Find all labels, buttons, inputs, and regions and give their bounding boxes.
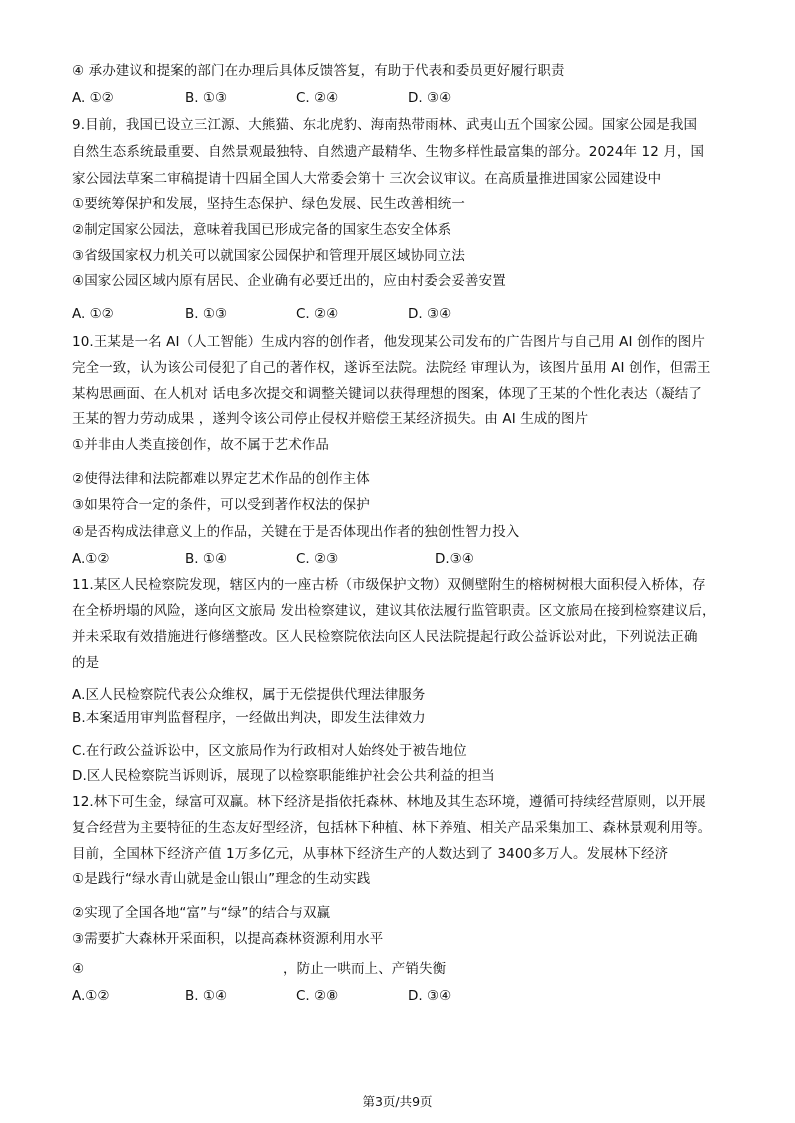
q10-option-d: D.③④: [435, 551, 474, 567]
q12-item-1: ①是践行“绿水青山就是金山银山”理念的生动实践: [72, 871, 371, 887]
q12-option-b: B. ①④: [185, 988, 228, 1004]
q8-item-4: ④ 承办建议和提案的部门在办理后具体反馈答复，有助于代表和委员更好履行职责: [72, 63, 565, 79]
q9-option-c: C. ②④: [296, 306, 339, 322]
q9-option-a: A. ①②: [72, 306, 114, 322]
q8-option-b: B. ①③: [185, 90, 228, 106]
q9-item-2: ②制定国家公园法，意味着我国已形成完备的国家生态安全体系: [72, 222, 452, 238]
q11-stem-line: 并未采取有效措施进行修缮整改。区人民检察院依法向区人民法院提起行政公益诉讼对此，下列说法正确: [72, 629, 698, 645]
q10-stem-line: 10.王某是一名 AI（人工智能）生成内容的创作者，他发现某公司发布的广告图片与自己用 AI 创作的图片: [72, 334, 705, 350]
q8-option-c: C. ②④: [296, 90, 339, 106]
q12-stem-line: 目前，全国林下经济产值 1万多亿元，从事林下经济生产的人数达到了 3400多万人。发展林下经济: [72, 846, 669, 862]
q10-stem-line: 完全一致，认为该公司侵犯了自己的著作权，遂诉至法院。法院经 审理认为，该图片虽用 AI 创作，但需王: [72, 360, 711, 376]
q10-stem-line: 王某的智力劳动成果 ，遂判令该公司停止侵权并赔偿王某经济损失。由 AI 生成的图片: [72, 411, 589, 427]
q11-choice-b: B.本案适用审判监督程序，一经做出判决，即发生法律效力: [72, 710, 426, 726]
q11-stem-line: 在全桥坍塌的风险，遂向区文旅局 发出检察建议，建议其依法履行监管职责。区文旅局在接到检察建议后，: [72, 603, 716, 619]
q11-choice-a: A.区人民检察院代表公众维权，属于无偿提供代理法律服务: [72, 687, 426, 703]
q9-stem-line: 9.目前，我国已设立三江源、大熊猫、东北虎豹、海南热带雨林、武夷山五个国家公园。国家公园是我国: [72, 117, 698, 133]
q10-option-a: A.①②: [72, 551, 110, 567]
q12-item-2: ②实现了全国各地“富”与“绿”的结合与双赢: [72, 905, 331, 921]
q11-choice-c: C.在行政公益诉讼中，区文旅局作为行政相对人始终处于被告地位: [72, 743, 467, 759]
q12-stem-line: 12.林下可生金，绿富可双赢。林下经济是指依托森林、林地及其生态环境，遵循可持续经营原则，以开展: [72, 794, 706, 810]
q9-option-b: B. ①③: [185, 306, 228, 322]
q12-stem-line: 复合经营为主要特征的生态友好型经济，包括林下种植、林下养殖、相关产品采集加工、森林景观利用等。: [72, 820, 712, 836]
q10-item-4: ④是否构成法律意义上的作品，关键在于是否体现出作者的独创性智力投入: [72, 524, 520, 540]
q10-item-1: ①并非由人类直接创作，故不属于艺术作品: [72, 437, 330, 453]
q12-option-c: C. ②⑧: [296, 988, 339, 1004]
q12-item-4-rest: ，防止一哄而上、产销失衡: [283, 961, 447, 977]
q11-choice-d: D.区人民检察院当诉则诉，展现了以检察职能维护社会公共利益的担当: [72, 768, 495, 784]
q9-option-d: D. ③④: [408, 306, 452, 322]
q8-option-d: D. ③④: [408, 90, 452, 106]
q11-stem-line: 的是: [72, 655, 100, 671]
q8-option-a: A. ①②: [72, 90, 114, 106]
q12-option-a: A.①②: [72, 988, 110, 1004]
q9-item-3: ③省级国家权力机关可以就国家公园保护和管理开展区域协同立法: [72, 248, 466, 264]
q10-option-c: C. ②③: [296, 551, 339, 567]
q12-option-d: D. ③④: [408, 988, 452, 1004]
q9-item-1: ①要统筹保护和发展，坚持生态保护、绿色发展、民生改善相统一: [72, 196, 466, 212]
q10-item-3: ③如果符合一定的条件，可以受到著作权法的保护: [72, 497, 370, 513]
q10-option-b: B. ①④: [185, 551, 228, 567]
q12-item-3: ③需要扩大森林开采面积，以提高森林资源利用水平: [72, 931, 384, 947]
q9-stem-line: 家公园法草案二审稿提请十四届全国人大常委会第十 三次会议审议。在高质量推进国家公园建设中: [72, 171, 662, 187]
q10-item-2: ②使得法律和法院都难以界定艺术作品的创作主体: [72, 471, 370, 487]
q10-stem-line: 某构思画面、在人机对 话电多次提交和调整关键词以获得理想的图案，体现了王某的个性化表达（凝结了: [72, 386, 702, 402]
q9-item-4: ④国家公园区域内原有居民、企业确有必要迁出的，应由村委会妥善安置: [72, 273, 506, 289]
q9-stem-line: 自然生态系统最重要、自然景观最独特、自然遗产最精华、生物多样性最富集的部分。2024年 12 月，国: [72, 144, 705, 160]
q11-stem-line: 11.某区人民检察院发现，辖区内的一座古桥（市级保护文物）双侧壁附生的榕树树根大面积侵入桥体，存: [72, 577, 706, 593]
q12-item-4-prefix: ④: [72, 961, 85, 977]
page-number: 第3页/共9页: [362, 1094, 433, 1109]
